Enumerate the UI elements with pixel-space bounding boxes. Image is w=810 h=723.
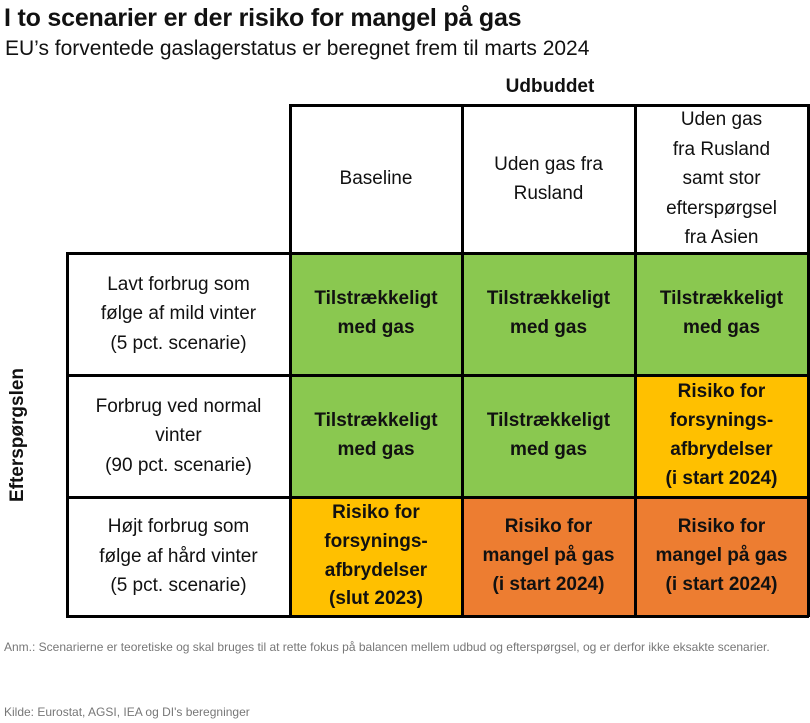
row-header-1: Lavt forbrug som følge af mild vinter (5 pct. scenarie) — [67, 253, 290, 375]
grid-line — [66, 252, 69, 617]
chart-subtitle: EU’s forventede gaslagerstatus er beregnet frem til marts 2024 — [5, 37, 590, 60]
scenario-cell-orange: Risiko for mangel på gas (i start 2024) — [635, 497, 808, 616]
supply-axis-label: Udbuddet — [505, 76, 595, 97]
grid-line — [289, 104, 292, 617]
grid-line — [66, 496, 809, 499]
column-header-3: Uden gas fra Rusland samt stor efterspørgsel fra Asien — [635, 105, 808, 253]
scenario-cell-green: Tilstrækkeligt med gas — [462, 253, 635, 375]
grid-line — [634, 104, 637, 617]
source-note: Kilde: Eurostat, AGSI, IEA og DI's beregninger — [4, 705, 250, 719]
scenario-cell-yellow: Risiko for forsynings- afbrydelser (slut 2023) — [290, 497, 462, 616]
scenario-cell-yellow: Risiko for forsynings- afbrydelser (i start 2024) — [635, 375, 808, 497]
row-header-3: Højt forbrug som følge af hård vinter (5 pct. scenarie) — [67, 497, 290, 616]
grid-line — [461, 104, 464, 617]
grid-line — [66, 615, 809, 618]
demand-axis-label-text: Efterspørgslen — [7, 367, 28, 503]
row-header-2: Forbrug ved normal vinter (90 pct. scenarie) — [67, 375, 290, 497]
grid-line — [66, 252, 809, 255]
scenario-cell-green: Tilstrækkeligt med gas — [462, 375, 635, 497]
footnote: Anm.: Scenarierne er teoretiske og skal bruges til at rette fokus på balancen mellem udbud og efterspørgsel, og er derfor ikke eksakte scenarier. — [4, 640, 770, 654]
column-header-2: Uden gas fra Rusland — [462, 105, 635, 253]
column-header-1: Baseline — [290, 105, 462, 253]
grid-line — [66, 374, 809, 377]
scenario-cell-green: Tilstrækkeligt med gas — [290, 253, 462, 375]
scenario-cell-orange: Risiko for mangel på gas (i start 2024) — [462, 497, 635, 616]
grid-line — [290, 104, 809, 107]
chart-title: I to scenarier er der risiko for mangel på gas — [4, 4, 522, 32]
scenario-cell-green: Tilstrækkeligt med gas — [635, 253, 808, 375]
scenario-cell-green: Tilstrækkeligt med gas — [290, 375, 462, 497]
